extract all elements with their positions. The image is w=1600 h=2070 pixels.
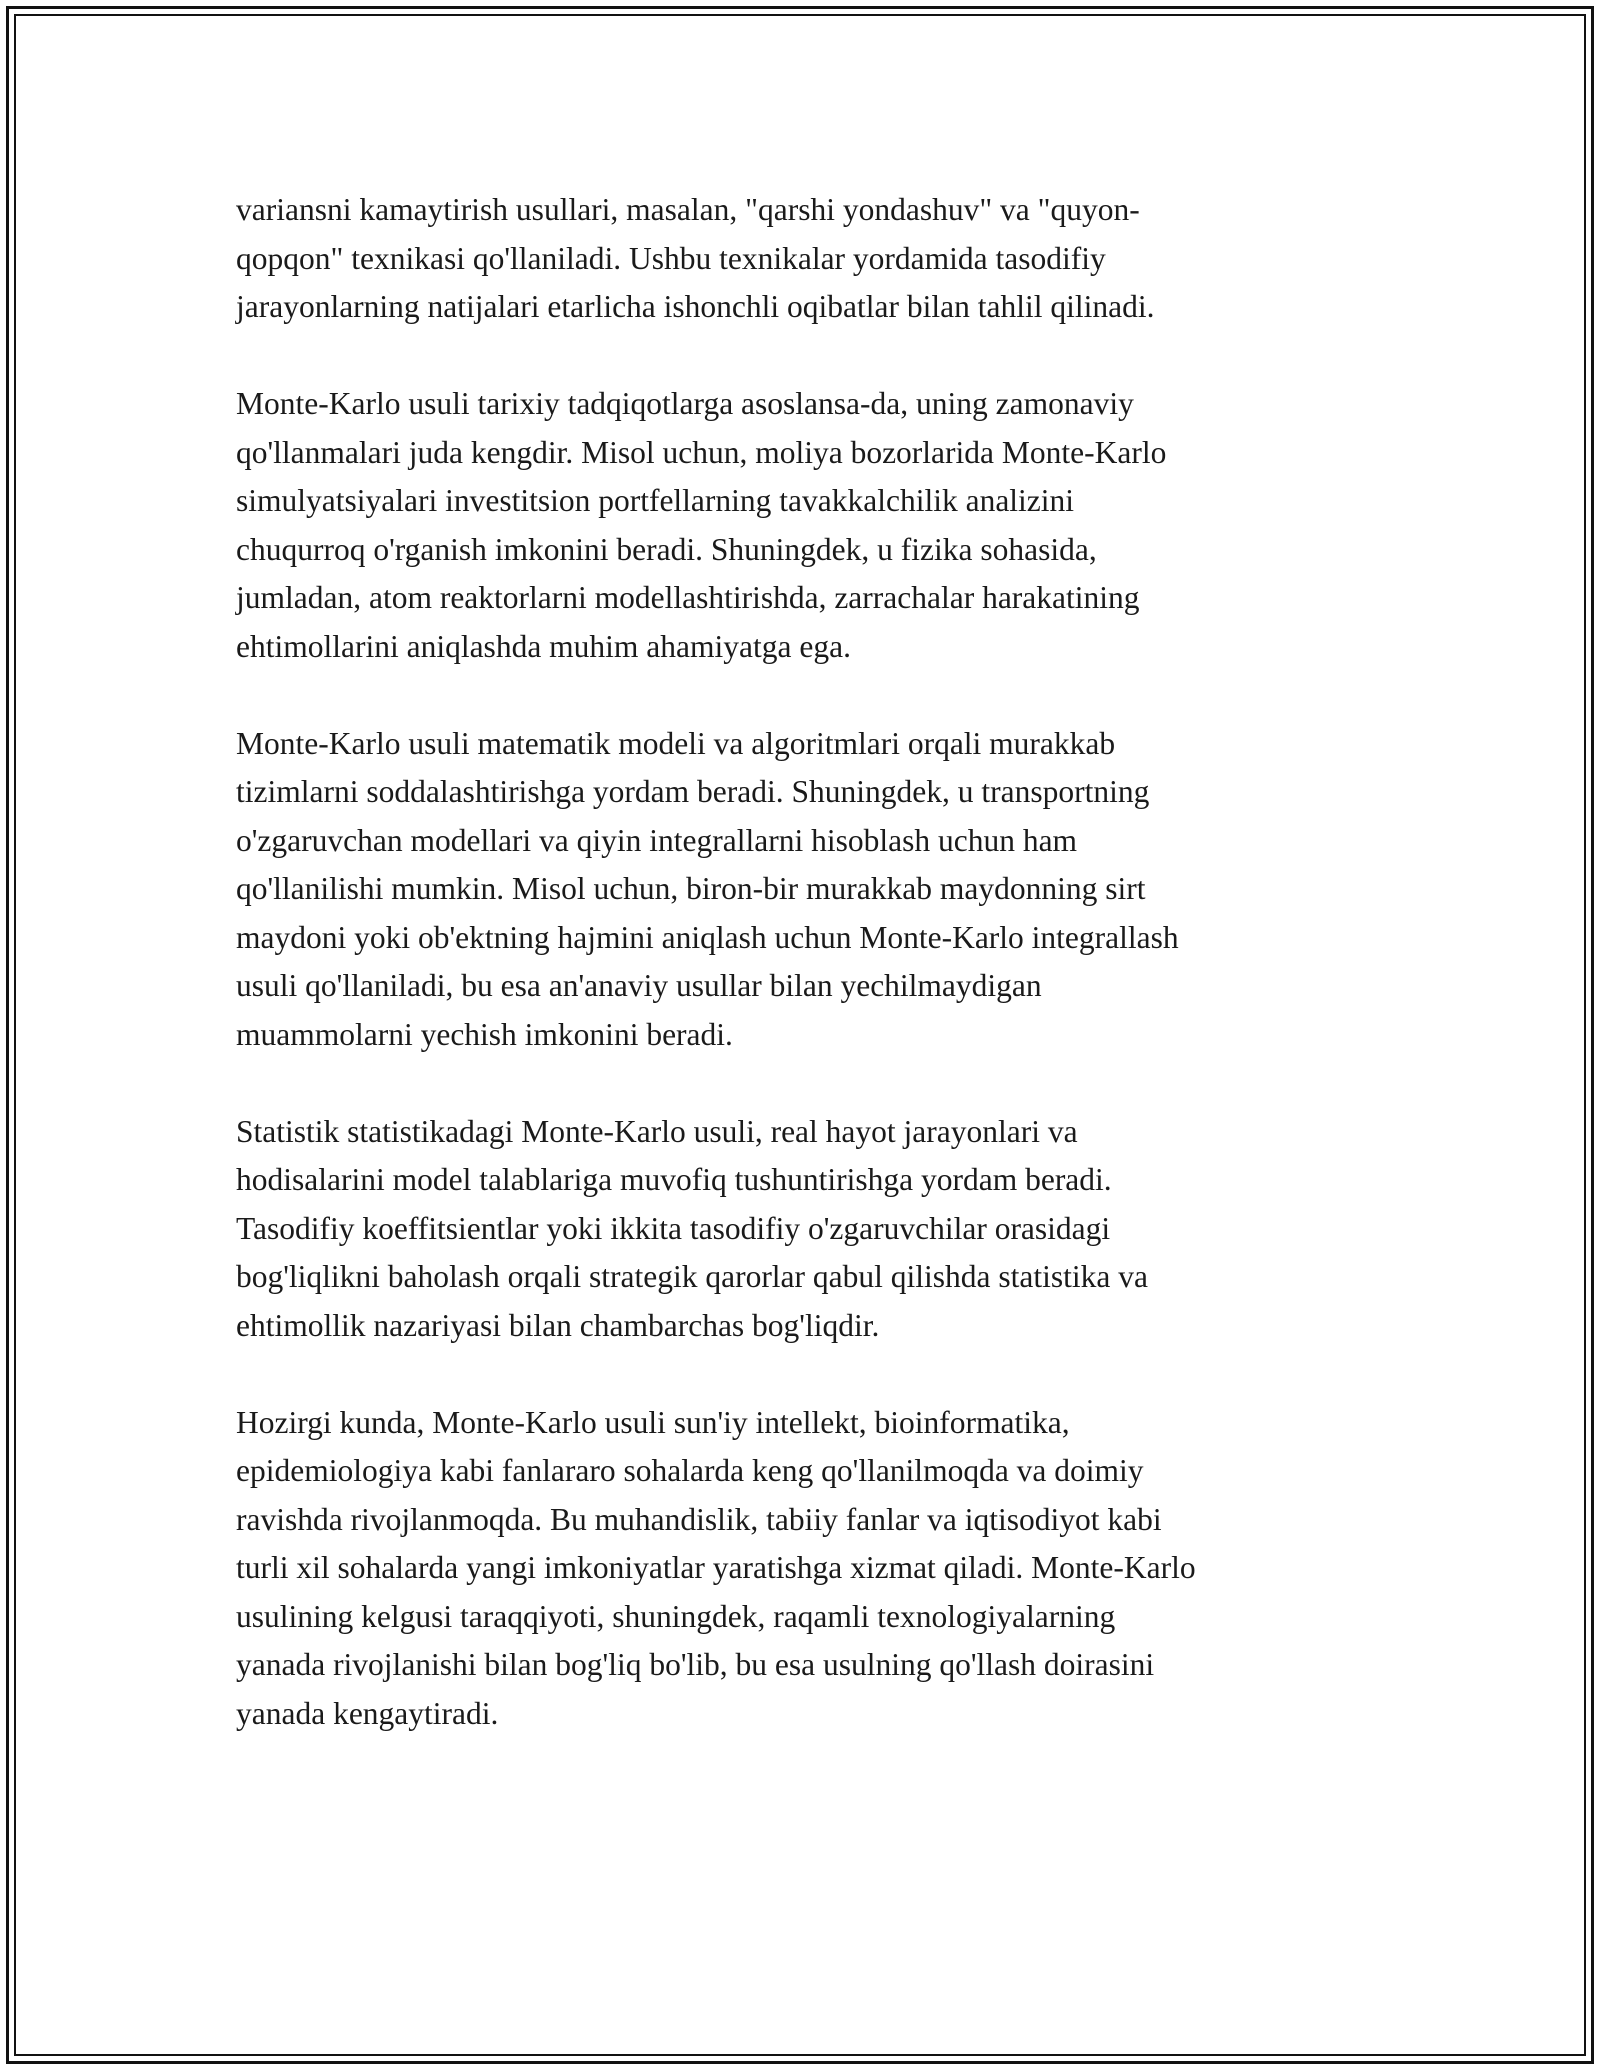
paragraph-4 [236, 1108, 1366, 1351]
text-line: jarayonlarning natijalari etarlicha ishonchli oqibatlar bilan tahlil qilinadi. [236, 289, 1155, 324]
text-line: tizimlarni soddalashtirishga yordam beradi. Shuningdek, u transportning [236, 774, 1150, 809]
paragraph-2 [236, 380, 1366, 671]
text-line: Monte-Karlo usuli tarixiy tadqiqotlarga asoslansa-da, uning zamonaviy [236, 386, 1134, 421]
paragraph-3 [236, 720, 1366, 1060]
text-line: qo'llanilishi mumkin. Misol uchun, biron-bir murakkab maydonning sirt [236, 871, 1146, 906]
text-line: yanada rivojlanishi bilan bog'liq bo'lib, bu esa usulning qo'llash doirasini [236, 1647, 1155, 1682]
text-line: usuli qo'llaniladi, bu esa an'anaviy usullar bilan yechilmaydigan [236, 968, 1042, 1003]
text-line: turli xil sohalarda yangi imkoniyatlar yaratishga xizmat qiladi. Monte-Karlo [236, 1550, 1196, 1585]
text-line: muammolarni yechish imkonini beradi. [236, 1016, 733, 1052]
text-line: Tasodifiy koeffitsientlar yoki ikkita tasodifiy o'zgaruvchilar orasidagi [236, 1210, 1111, 1246]
text-line: yanada kengaytiradi. [236, 1695, 499, 1731]
text-line: Statistik statistikadagi Monte-Karlo usuli, real hayot jarayonlari va [236, 1113, 1078, 1149]
text-line: chuqurroq o'rganish imkonini beradi. Shuningdek, u fizika sohasida, [236, 531, 1097, 567]
text-line: jumladan, atom reaktorlarni modellashtirishda, zarrachalar harakatining [236, 580, 1140, 615]
text-line: epidemiologiya kabi fanlararo sohalarda keng qo'llanilmoqda va doimiy [236, 1453, 1144, 1488]
text-line: qopqon" texnikasi qo'llaniladi. Ushbu texnikalar yordamida tasodifiy [236, 240, 1106, 276]
text-line: o'zgaruvchan modellari va qiyin integrallarni hisoblash uchun ham [236, 822, 1078, 858]
text-line: maydoni yoki ob'ektning hajmini aniqlash uchun Monte-Karlo integrallash [236, 919, 1179, 955]
paragraph-5 [236, 1399, 1366, 1739]
text-line: Monte-Karlo usuli matematik modeli va algoritmlari orqali murakkab [236, 725, 1116, 761]
text-line: hodisalarini model talablariga muvofiq tushuntirishga yordam beradi. [236, 1162, 1112, 1197]
text-line: variansni kamaytirish usullari, masalan, "qarshi yondashuv" va "quyon- [236, 192, 1140, 227]
text-line: bog'liqlikni baholash orqali strategik qarorlar qabul qilishda statistika va [236, 1259, 1148, 1294]
document-body [236, 186, 1366, 1787]
text-line: ravishda rivojlanmoqda. Bu muhandislik, tabiiy fanlar va iqtisodiyot kabi [236, 1501, 1162, 1537]
text-line: qo'llanmalari juda kengdir. Misol uchun, moliya bozorlarida Monte-Karlo [236, 434, 1167, 470]
text-line: simulyatsiyalari investitsion portfellarning tavakkalchilik analizini [236, 483, 1075, 518]
text-line: usulining kelgusi taraqqiyoti, shuningdek, raqamli texnologiyalarning [236, 1598, 1116, 1634]
paragraph-1 [236, 186, 1366, 332]
text-line: Hozirgi kunda, Monte-Karlo usuli sun'iy intellekt, bioinformatika, [236, 1404, 1070, 1440]
text-line: ehtimollik nazariyasi bilan chambarchas bog'liqdir. [236, 1307, 880, 1343]
text-line: ehtimollarini aniqlashda muhim ahamiyatga ega. [236, 628, 851, 664]
